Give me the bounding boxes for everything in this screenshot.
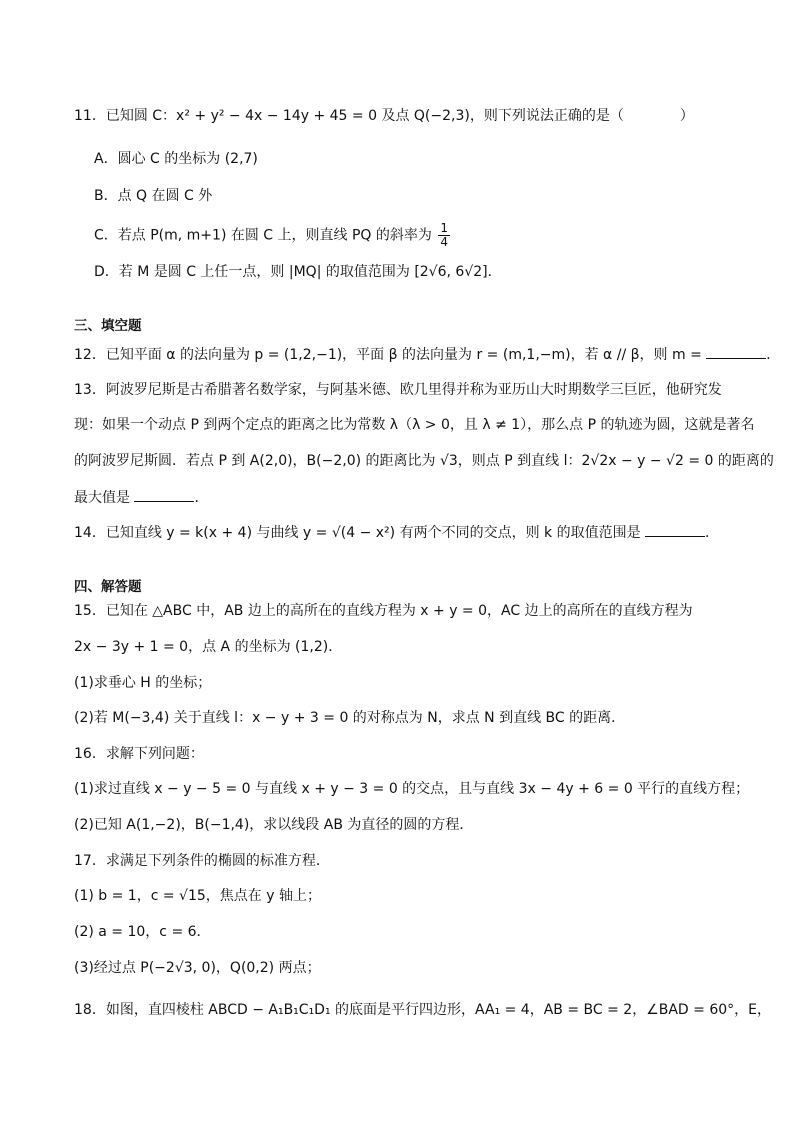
question-18: 18．如图，直四棱柱 ABCD − A₁B₁C₁D₁ 的底面是平行四边形，AA₁ = 4，AB = BC = 2，∠BAD = 60°，E， [74,1002,772,1018]
question-17-stem: 17．求满足下列条件的椭圆的标准方程． [74,853,330,869]
question-11-option-d: D．若 M 是圆 C 上任一点，则 |MQ| 的取值范围为 [2√6, 6√2]． [94,264,502,280]
question-13-line-3: 的阿波罗尼斯圆．若点 P 到 A(2,0)，B(−2,0) 的距离比为 √3，则点 P 到直线 l：2√2x − y − √2 = 0 的距离的 [74,453,774,469]
slope-fraction [438,222,450,249]
period: ． [705,525,720,541]
question-13-line-4-text: 最大值是 [74,490,130,506]
question-17-part-1: (1) b = 1，c = √15，焦点在 y 轴上； [74,888,321,904]
question-15-line-1: 15．已知在 △ABC 中，AB 边上的高所在的直线方程为 x + y = 0，AC 边上的高所在的直线方程为 [74,603,693,619]
question-13-line-1: 13．阿波罗尼斯是古希腊著名数学家，与阿基米德、欧几里得并称为亚历山大时期数学三巨匠，他研究发 [74,382,722,398]
answer-blank [645,522,705,537]
question-15-line-2: 2x − 3y + 1 = 0，点 A 的坐标为 (1,2)． [74,639,343,655]
question-11-option-c-text: C．若点 P(m, m+1) 在圆 C 上，则直线 PQ 的斜率为 [94,227,432,244]
question-11-option-c [94,222,450,249]
question-15-part-2: (2)若 M(−3,4) 关于直线 l：x − y + 3 = 0 的对称点为 N，求点 N 到直线 BC 的距离． [74,710,626,726]
question-16-part-1: (1)求过直线 x − y − 5 = 0 与直线 x + y − 3 = 0 的交点，且与直线 3x − 4y + 6 = 0 平行的直线方程； [74,781,750,797]
answer-blank [706,344,766,359]
question-13-line-2: 现：如果一个动点 P 到两个定点的距离之比为常数 λ（λ > 0，且 λ ≠ 1），那么点 P 的轨迹为圆，这就是著名 [74,417,755,433]
question-14 [74,522,719,543]
question-16-stem: 16．求解下列问题： [74,746,204,762]
question-11-option-b: B．点 Q 在圆 C 外 [94,188,213,204]
slope-fraction-denominator: 4 [440,235,448,249]
slope-fraction-numerator: 1 [440,221,448,235]
period: ． [194,490,209,506]
question-16-part-2: (2)已知 A(1,−2)，B(−1,4)，求以线段 AB 为直径的圆的方程． [74,817,474,833]
period: ． [766,347,781,363]
question-17-part-2: (2) a = 10，c = 6． [74,924,211,940]
answer-blank [134,487,194,502]
question-17-part-3: (3)经过点 P(−2√3, 0)，Q(0,2) 两点； [74,960,321,976]
question-13-line-4 [74,487,208,508]
question-15-part-1: (1)求垂心 H 的坐标； [74,675,212,691]
question-14-text: 14．已知直线 y = k(x + 4) 与曲线 y = √(4 − x²) 有两个不同的交点，则 k 的取值范围是 [74,525,641,541]
question-12 [74,344,780,365]
question-12-text: 12．已知平面 α 的法向量为 p = (1,2,−1)，平面 β 的法向量为 r = (m,1,−m)，若 α // β，则 m = [74,347,702,363]
question-11-option-a: A．圆心 C 的坐标为 (2,7) [94,151,258,167]
section-solution-heading: 四、解答题 [74,579,142,595]
section-fill-in-heading: 三、填空题 [74,318,142,334]
question-11-stem: 11．已知圆 C：x² + y² − 4x − 14y + 45 = 0 及点 Q(−2,3)，则下列说法正确的是（ ） [74,108,694,124]
